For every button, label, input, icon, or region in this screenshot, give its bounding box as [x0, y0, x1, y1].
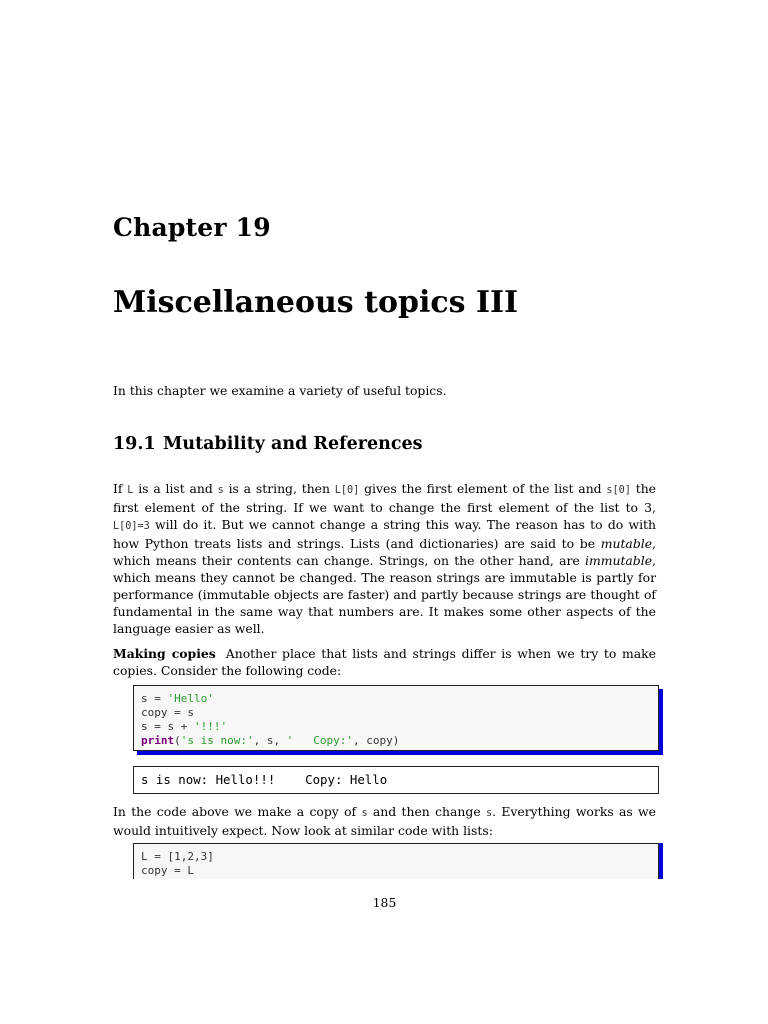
text: gives the first element of the list and	[359, 481, 607, 496]
mutability-paragraph	[113, 480, 656, 637]
emphasis: immutable	[585, 553, 653, 568]
inline-code: s	[485, 808, 493, 819]
inline-code: s[0]	[606, 485, 631, 496]
text: , which means their contents can change. Strings, on the other hand, are	[113, 536, 656, 568]
intro-paragraph: In this chapter we examine a variety of useful topics.	[113, 383, 447, 398]
chapter-label: Chapter 19	[113, 213, 271, 242]
page	[113, 0, 656, 1024]
section-title: Mutability and References	[163, 434, 423, 454]
text: will do it. But we cannot change a string this way. The reason has to do with how Python treats lists and strings. Lists (and dictionaries) are said to be	[113, 517, 656, 551]
text: the first element of the string. If we want to change the first element of the list to 3,	[113, 481, 657, 515]
run-in-heading: Making copies	[113, 646, 216, 661]
text: . Everything works as we would intuitively expect. Now look at similar code with lists:	[113, 804, 656, 838]
code-line: s = s + '!!!'	[141, 720, 228, 733]
inline-code: L	[127, 485, 134, 496]
chapter-title: Miscellaneous topics III	[113, 285, 519, 320]
code-line: L = [1,2,3]	[141, 850, 214, 863]
inline-code: L[0]=3	[113, 521, 150, 532]
page-number: 185	[372, 895, 397, 910]
text: is a list and	[133, 481, 218, 496]
text: and then change	[367, 804, 486, 819]
code-block-lists	[133, 843, 659, 879]
text: is a string, then	[223, 481, 335, 496]
text: Another place that lists and strings differ is when we try to make copies. Consider the following code:	[113, 646, 656, 678]
section-number: 19.1	[113, 434, 156, 454]
inline-code: L[0]	[334, 485, 360, 496]
emphasis: mutable	[600, 536, 653, 551]
text: , which means they cannot be changed. The reason strings are immutable is partly for performance (immutable objects are faster) and partly because strings are thought of fundamental in the same way that numbers are. It makes some other aspects of the language easier as well.	[113, 553, 656, 636]
section-heading	[113, 434, 423, 454]
code-line: print('s is now:', s, ' Copy:', copy)	[141, 734, 400, 747]
output-block: s is now: Hello!!! Copy: Hello	[133, 766, 659, 794]
making-copies-paragraph	[113, 645, 656, 679]
inline-code: s	[361, 808, 368, 819]
lists-intro-paragraph	[113, 803, 656, 839]
code-line: s = 'Hello'	[141, 692, 214, 705]
code-block-strings	[133, 685, 659, 751]
text: In the code above we make a copy of	[113, 804, 362, 819]
text: If	[113, 481, 128, 496]
inline-code: s	[217, 485, 224, 496]
code-line: copy = L	[141, 864, 194, 877]
code-line: copy = s	[141, 706, 194, 719]
